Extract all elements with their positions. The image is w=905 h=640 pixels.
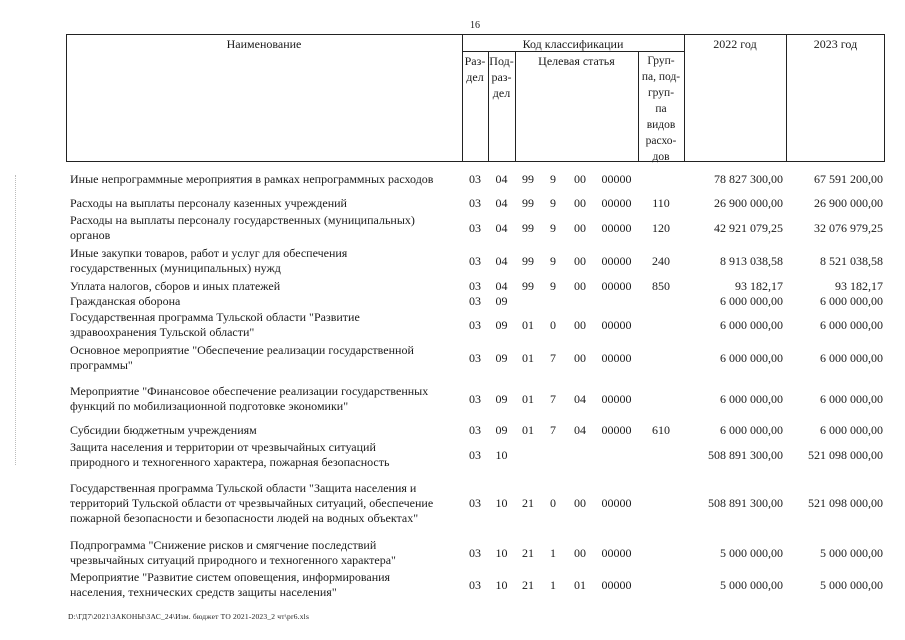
cell-subsection: 09	[495, 351, 508, 365]
row-name-line: Субсидии бюджетным учреждениям	[70, 423, 257, 437]
cell-program: 99	[522, 254, 534, 268]
cell-value-2023: 521 098 000,00	[808, 496, 883, 510]
cell-section: 03	[469, 221, 481, 235]
row-name	[70, 538, 462, 568]
row-name-line: Подпрограмма "Снижение рисков и смягчение последствий	[70, 538, 377, 552]
header-target: Целевая статья	[538, 54, 615, 68]
header-divider	[684, 34, 685, 162]
cell-subsection: 10	[495, 546, 508, 560]
cell-event: 00	[574, 351, 586, 365]
header-divider	[786, 34, 787, 162]
cell-section: 03	[469, 172, 481, 186]
cell-expense-type: 850	[652, 279, 670, 293]
row-name-line: программы"	[70, 358, 133, 372]
row-name	[70, 294, 462, 309]
row-name-line: Иные непрограммные мероприятия в рамках непрограммных расходов	[70, 172, 434, 186]
cell-value-2022: 6 000 000,00	[720, 318, 783, 332]
row-name-line: органов	[70, 228, 111, 242]
cell-subprogram: 9	[550, 254, 556, 268]
row-name-line: чрезвычайных ситуаций природного и техногенного характера"	[70, 553, 396, 567]
cell-event: 01	[574, 578, 586, 592]
cell-event: 00	[574, 318, 586, 332]
cell-section: 03	[469, 318, 481, 332]
row-name	[70, 279, 462, 294]
cell-section: 03	[469, 294, 481, 308]
cell-direction: 00000	[601, 318, 632, 332]
cell-subprogram: 9	[550, 172, 556, 186]
header-group-line: па, под-	[641, 71, 681, 83]
cell-section: 03	[469, 448, 481, 462]
header-subsection-line: дел	[492, 86, 511, 100]
binding-margin-marks	[15, 175, 17, 465]
cell-program: 99	[522, 221, 534, 235]
cell-subsection: 04	[495, 172, 508, 186]
cell-value-2023: 8 521 038,58	[820, 254, 883, 268]
row-name	[70, 310, 462, 340]
cell-subprogram: 1	[550, 546, 556, 560]
cell-program: 01	[522, 351, 534, 365]
cell-program: 99	[522, 196, 534, 210]
cell-direction: 00000	[601, 546, 632, 560]
cell-direction: 00000	[601, 578, 632, 592]
header-subsection-line: раз-	[491, 70, 512, 84]
row-name-line: Защита населения и территории от чрезвычайных ситуаций	[70, 440, 376, 454]
row-name-line: населения, технических средств защиты населения"	[70, 585, 337, 599]
cell-program: 01	[522, 318, 534, 332]
cell-value-2022: 6 000 000,00	[720, 392, 783, 406]
page-number: 16	[470, 20, 480, 31]
row-name	[70, 570, 462, 600]
cell-subsection: 10	[495, 496, 508, 510]
row-name	[70, 481, 462, 526]
cell-event: 00	[574, 221, 586, 235]
row-name	[70, 246, 462, 276]
cell-subprogram: 0	[550, 318, 556, 332]
cell-value-2022: 5 000 000,00	[720, 546, 783, 560]
cell-program: 21	[522, 578, 534, 592]
cell-subsection: 10	[495, 448, 508, 462]
row-name	[70, 172, 462, 187]
cell-subsection: 09	[495, 318, 508, 332]
row-name-line: Уплата налогов, сборов и иных платежей	[70, 279, 281, 293]
cell-subsection: 09	[495, 392, 508, 406]
cell-section: 03	[469, 196, 481, 210]
cell-value-2022: 26 900 000,00	[714, 196, 783, 210]
cell-subprogram: 0	[550, 496, 556, 510]
cell-subprogram: 1	[550, 578, 556, 592]
row-name-line: природного и техногенного характера, пожарная безопасность	[70, 455, 390, 469]
row-name-line: Мероприятие "Развитие систем оповещения, информирования	[70, 570, 391, 584]
cell-value-2023: 5 000 000,00	[820, 578, 883, 592]
row-name	[70, 423, 462, 438]
cell-value-2023: 6 000 000,00	[820, 351, 883, 365]
cell-direction: 00000	[601, 351, 632, 365]
cell-event: 04	[574, 423, 586, 437]
row-name	[70, 213, 462, 243]
row-name-line: Расходы на выплаты персоналу казенных учреждений	[70, 196, 347, 210]
cell-value-2023: 6 000 000,00	[820, 318, 883, 332]
header-year1: 2022 год	[713, 37, 757, 51]
cell-event: 00	[574, 546, 586, 560]
cell-subsection: 04	[495, 279, 508, 293]
header-name: Наименование	[226, 37, 302, 51]
row-name-line: Иные закупки товаров, работ и услуг для обеспечения	[70, 246, 348, 260]
row-name	[70, 343, 462, 373]
cell-direction: 00000	[601, 496, 632, 510]
header-group-line: Груп-	[647, 55, 675, 67]
cell-value-2022: 508 891 300,00	[708, 496, 783, 510]
cell-program: 21	[522, 546, 534, 560]
cell-event: 00	[574, 496, 586, 510]
cell-event: 04	[574, 392, 586, 406]
cell-section: 03	[469, 578, 481, 592]
cell-subsection: 04	[495, 196, 508, 210]
cell-value-2022: 8 913 038,58	[720, 254, 783, 268]
file-path-footer: D:\ГД7\2021\ЗАКОНЫ\ЗАС_24\Изм. бюджет ТО 2021-2023_2 чт\pr6.xls	[68, 612, 310, 621]
cell-value-2023: 6 000 000,00	[820, 392, 883, 406]
cell-event: 00	[574, 172, 586, 186]
cell-direction: 00000	[601, 423, 632, 437]
cell-direction: 00000	[601, 254, 632, 268]
cell-value-2022: 508 891 300,00	[708, 448, 783, 462]
cell-expense-type: 240	[652, 254, 670, 268]
cell-program: 99	[522, 279, 534, 293]
cell-direction: 00000	[601, 279, 632, 293]
cell-value-2023: 5 000 000,00	[820, 546, 883, 560]
row-name	[70, 440, 462, 470]
cell-value-2022: 6 000 000,00	[720, 423, 783, 437]
row-name-line: государственных (муниципальных) нужд	[70, 261, 281, 275]
row-name	[70, 196, 462, 211]
header-section	[462, 53, 488, 85]
cell-value-2023: 93 182,17	[835, 279, 883, 293]
cell-subsection: 10	[495, 578, 508, 592]
cell-value-2022: 6 000 000,00	[720, 294, 783, 308]
cell-section: 03	[469, 423, 481, 437]
cell-event: 00	[574, 254, 586, 268]
header-group-line: видов	[646, 119, 676, 131]
cell-expense-type: 110	[652, 196, 670, 210]
cell-program: 01	[522, 423, 534, 437]
cell-expense-type: 610	[652, 423, 670, 437]
cell-section: 03	[469, 279, 481, 293]
row-name-line: Основное мероприятие "Обеспечение реализации государственной	[70, 343, 414, 357]
header-year2: 2023 год	[813, 37, 858, 51]
header-group-line: расхо-	[645, 135, 677, 147]
cell-direction: 00000	[601, 221, 632, 235]
row-name-line: Расходы на выплаты персоналу государственных (муниципальных)	[70, 213, 415, 227]
cell-subsection: 09	[495, 423, 508, 437]
cell-program: 01	[522, 392, 534, 406]
header-section-line: Раз-	[464, 54, 486, 68]
cell-section: 03	[469, 546, 481, 560]
cell-value-2022: 93 182,17	[735, 279, 783, 293]
cell-subsection: 04	[495, 221, 508, 235]
cell-program: 21	[522, 496, 534, 510]
cell-value-2023: 6 000 000,00	[820, 294, 883, 308]
header-section-line: дел	[466, 70, 484, 84]
cell-subprogram: 7	[550, 351, 556, 365]
cell-direction: 00000	[601, 172, 632, 186]
header-code: Код классификации	[522, 37, 624, 51]
cell-subprogram: 7	[550, 423, 556, 437]
cell-subsection: 09	[495, 294, 508, 308]
cell-value-2023: 521 098 000,00	[808, 448, 883, 462]
cell-program: 99	[522, 172, 534, 186]
row-name-line: пожарной безопасности и безопасности людей на водных объектах"	[70, 511, 419, 525]
header-subsection-line: Под-	[489, 54, 514, 68]
cell-value-2022: 78 827 300,00	[714, 172, 783, 186]
cell-section: 03	[469, 496, 481, 510]
row-name-line: здравоохранения Тульской области"	[70, 325, 255, 339]
cell-subsection: 04	[495, 254, 508, 268]
cell-event: 00	[574, 196, 586, 210]
cell-subprogram: 9	[550, 221, 556, 235]
row-name	[70, 384, 462, 414]
cell-section: 03	[469, 254, 481, 268]
row-name-line: Гражданская оборона	[70, 294, 181, 308]
header-group-line: дов	[652, 151, 670, 163]
cell-subprogram: 9	[550, 196, 556, 210]
row-name-line: Мероприятие "Финансовое обеспечение реализации государственных	[70, 384, 429, 398]
cell-value-2022: 5 000 000,00	[720, 578, 783, 592]
cell-value-2023: 32 076 979,25	[814, 221, 883, 235]
cell-expense-type: 120	[652, 221, 670, 235]
cell-event: 00	[574, 279, 586, 293]
cell-subprogram: 7	[550, 392, 556, 406]
row-name-line: территорий Тульской области от чрезвычайных ситуаций, обеспечение	[70, 496, 434, 510]
cell-value-2023: 26 900 000,00	[814, 196, 883, 210]
cell-direction: 00000	[601, 392, 632, 406]
cell-subprogram: 9	[550, 279, 556, 293]
row-name-line: Государственная программа Тульской области "Развитие	[70, 310, 360, 324]
header-group-line: па	[655, 103, 667, 115]
cell-value-2022: 42 921 079,25	[714, 221, 783, 235]
cell-value-2023: 67 591 200,00	[814, 172, 883, 186]
row-name-line: Государственная программа Тульской области "Защита населения и	[70, 481, 417, 495]
cell-section: 03	[469, 392, 481, 406]
cell-value-2022: 6 000 000,00	[720, 351, 783, 365]
header-subsection	[488, 53, 515, 101]
cell-direction: 00000	[601, 196, 632, 210]
cell-section: 03	[469, 351, 481, 365]
header-group	[638, 53, 684, 165]
row-name-line: функций по мобилизационной подготовке экономики"	[70, 399, 349, 413]
cell-value-2023: 6 000 000,00	[820, 423, 883, 437]
header-group-line: груп-	[647, 87, 675, 99]
